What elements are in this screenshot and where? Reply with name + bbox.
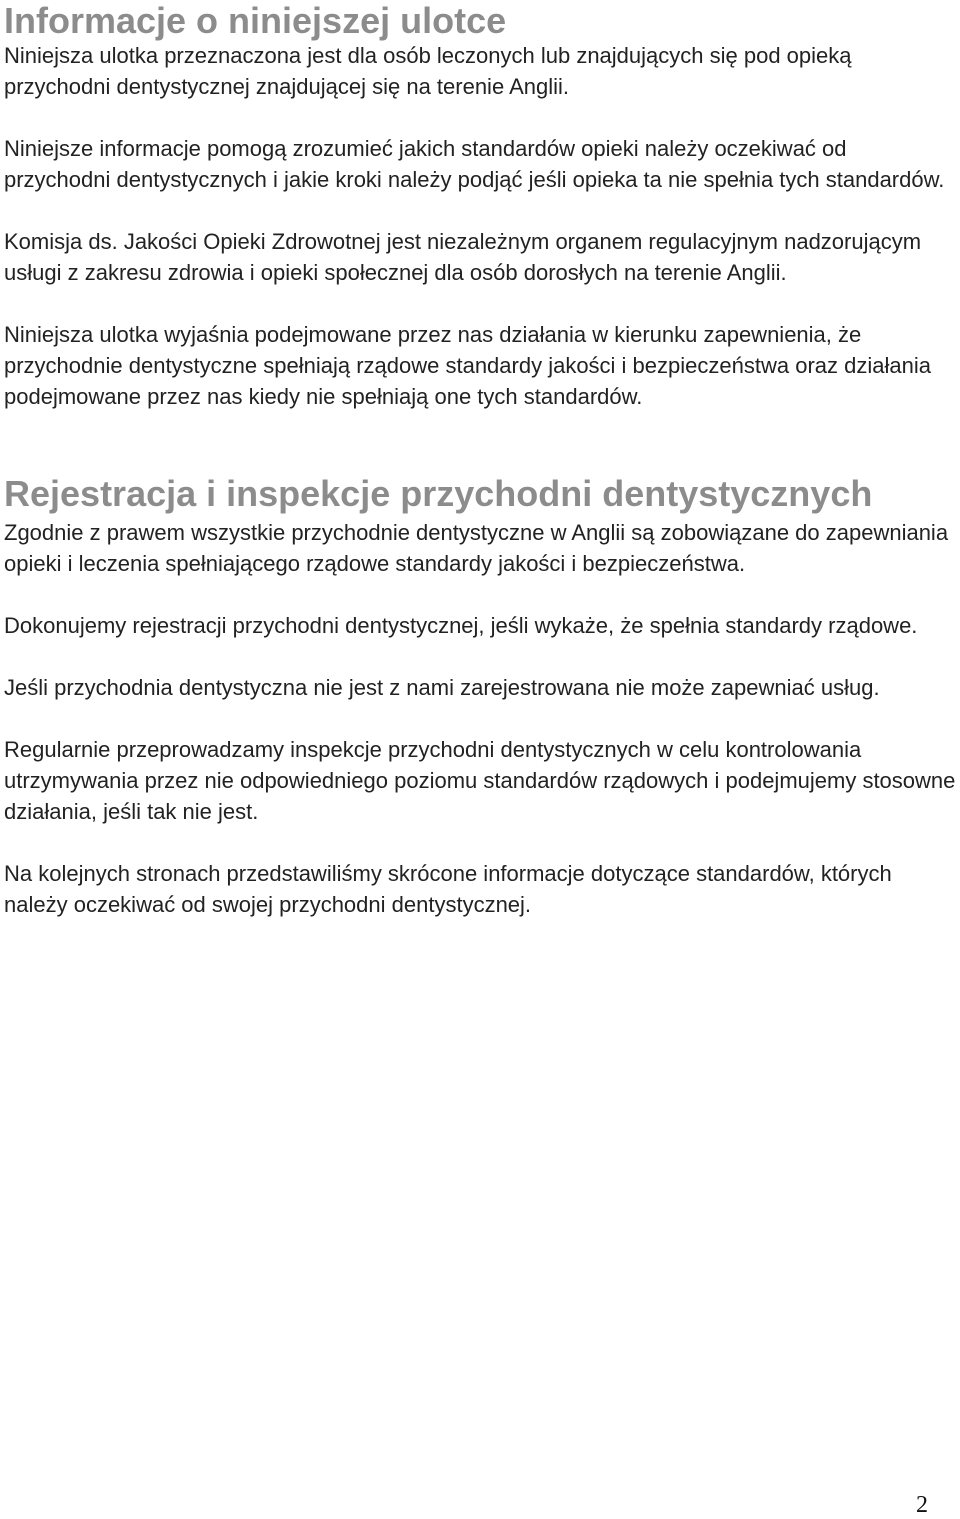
section-title-about-leaflet: Informacje o niniejszej ulotce	[4, 0, 507, 41]
document-content	[4, 0, 958, 920]
paragraph-registration: Dokonujemy rejestracji przychodni dentystycznej, jeśli wykaże, że spełnia standardy rządowe.	[4, 613, 918, 638]
paragraph-next-pages: Na kolejnych stronach przedstawiliśmy skrócone informacje dotyczące standardów, których należy oczekiwać od swojej przychodni dentystycznej.	[4, 861, 892, 917]
paragraph-information-help: Niniejsze informacje pomogą zrozumieć jakich standardów opieki należy oczekiwać od przychodni dentystycznych i jakie kroki należy podjąć jeśli opieka ta nie spełnia tych standardów.	[4, 136, 945, 192]
paragraph-inspections: Regularnie przeprowadzamy inspekcje przychodni dentystycznych w celu kontrolowania utrzymywania przez nie odpowiedniego poziomu standardów rządowych i podejmujemy stosowne działania, jeśli tak nie jest.	[4, 737, 956, 824]
paragraph-legal-requirement: Zgodnie z prawem wszystkie przychodnie dentystyczne w Anglii są zobowiązane do zapewniania opieki i leczenia spełniającego rządowe standardy jakości i bezpieczeństwa.	[4, 520, 949, 576]
page-number: 2	[916, 1492, 928, 1518]
paragraph-leaflet-purpose: Niniejsza ulotka przeznaczona jest dla osób leczonych lub znajdujących się pod opieką przychodni dentystycznej znajdującej się na terenie Anglii.	[4, 43, 852, 99]
paragraph-unregistered: Jeśli przychodnia dentystyczna nie jest z nami zarejestrowana nie może zapewniać usług.	[4, 675, 880, 700]
paragraph-commission: Komisja ds. Jakości Opieki Zdrowotnej jest niezależnym organem regulacyjnym nadzorującym usługi z zakresu zdrowia i opieki społecznej dla osób dorosłych na terenie Anglii.	[4, 229, 922, 285]
paragraph-actions: Niniejsza ulotka wyjaśnia podejmowane przez nas działania w kierunku zapewnienia, że przychodnie dentystyczne spełniają rządowe standardy jakości i bezpieczeństwa oraz działania podejmowane przez nas kiedy nie spełniają one tych standardów.	[4, 322, 931, 409]
section-title-registration: Rejestracja i inspekcje przychodni dentystycznych	[4, 473, 873, 514]
